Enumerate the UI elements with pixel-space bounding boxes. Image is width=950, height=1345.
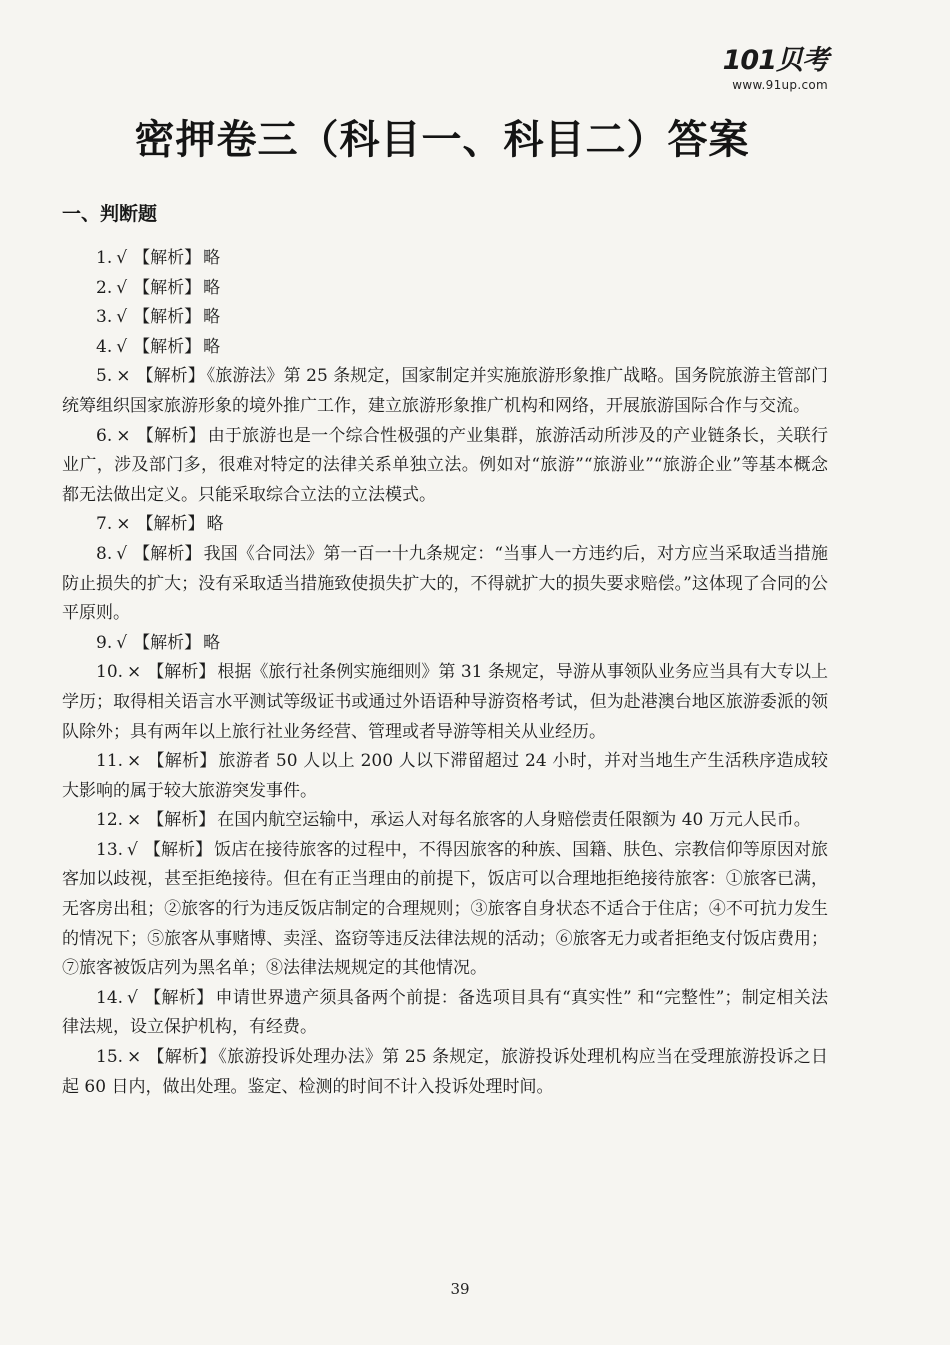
answer-number: 6. <box>96 425 113 446</box>
analysis-text: 略 <box>203 277 221 298</box>
logo-url: www.91up.com <box>732 78 828 92</box>
analysis-tag: 【解析】 <box>147 751 217 772</box>
answer-item <box>62 984 828 1043</box>
answer-item <box>62 422 828 511</box>
answer-mark: √ <box>127 839 138 860</box>
analysis-text: 略 <box>206 514 224 535</box>
answer-number: 14. <box>96 987 124 1008</box>
answer-mark: × <box>127 662 142 683</box>
answer-mark: √ <box>116 307 128 328</box>
answer-number: 15. <box>96 1047 124 1068</box>
analysis-tag: 【解析】 <box>147 662 216 683</box>
answer-item <box>62 806 828 836</box>
brand-logo <box>668 46 828 92</box>
answer-item <box>62 1043 828 1102</box>
answer-number: 11. <box>96 751 124 772</box>
analysis-text: 旅游者 50 人以上 200 人以下滞留超过 24 小时，并对当地生产生活秩序造成较大影响的属于较大旅游突发事件。 <box>62 751 829 801</box>
analysis-tag: 【解析】 <box>133 543 202 564</box>
analysis-tag: 【解析】 <box>147 810 216 831</box>
answer-number: 8. <box>96 543 113 564</box>
page-number: 39 <box>450 1280 470 1298</box>
answer-mark: × <box>127 810 142 831</box>
logo-text: 101贝考 <box>722 45 828 76</box>
answer-mark: × <box>116 366 131 387</box>
analysis-text: 根据《旅行社条例实施细则》第 31 条规定，导游从事领队业务应当具有大专以上学历；取得相关语言水平测试等级证书或通过外语语种导游资格考试，但为赴港澳台地区旅游委派的领队除外；具有两年以上旅行社业务经营、管理或者导游等相关从业经历。 <box>62 662 828 742</box>
answer-mark: √ <box>116 336 128 357</box>
analysis-tag: 【解析】 <box>133 248 202 268</box>
analysis-tag: 【解析】 <box>133 336 202 357</box>
answer-number: 12. <box>96 810 124 831</box>
answer-item <box>62 540 828 629</box>
analysis-text: 在国内航空运输中，承运人对每名旅客的人身赔偿责任限额为 40 万元人民币。 <box>217 810 811 831</box>
analysis-text: 略 <box>203 632 221 653</box>
answer-number: 9. <box>96 632 113 653</box>
analysis-text: 略 <box>203 336 221 357</box>
answer-mark: √ <box>116 248 128 268</box>
analysis-tag: 【解析】 <box>136 366 205 387</box>
analysis-text: 申请世界遗产须具备两个前提：备选项目具有“真实性” 和“完整性”；制定相关法律法规，设立保护机构，有经费。 <box>62 987 829 1038</box>
answer-item <box>62 244 828 274</box>
answer-number: 13. <box>96 839 124 860</box>
analysis-tag: 【解析】 <box>136 514 205 535</box>
answer-mark: √ <box>116 277 128 298</box>
answer-item <box>62 836 828 984</box>
analysis-text: 《旅游投诉处理办法》第 25 条规定，旅游投诉处理机构应当在受理旅游投诉之日起 60 日内，做出处理。鉴定、检测的时间不计入投诉处理时间。 <box>62 1047 828 1097</box>
answer-item <box>62 303 828 333</box>
page-title: 密押卷三（科目一、科目二）答案 <box>134 117 750 163</box>
analysis-tag: 【解析】 <box>133 632 202 653</box>
analysis-text: 《旅游法》第 25 条规定，国家制定并实施旅游形象推广战略。国务院旅游主管部门统筹组织国家旅游形象的境外推广工作，建立旅游形象推广机构和网络，开展旅游国际合作与交流。 <box>62 366 828 416</box>
answer-item <box>62 274 828 304</box>
analysis-text: 略 <box>203 248 221 268</box>
answer-number: 7. <box>96 514 113 535</box>
analysis-tag: 【解析】 <box>133 307 202 328</box>
answer-list <box>62 244 828 1102</box>
analysis-tag: 【解析】 <box>143 839 213 860</box>
analysis-tag: 【解析】 <box>147 1047 217 1068</box>
answer-number: 1. <box>96 248 113 268</box>
answer-number: 4. <box>96 336 113 357</box>
analysis-text: 我国《合同法》第一百一十九条规定：“当事人一方违约后，对方应当采取适当措施防止损失的扩大；没有采取适当措施致使损失扩大的，不得就扩大的损失要求赔偿。”这体现了合同的公平原则。 <box>62 543 828 624</box>
answer-item <box>62 658 828 747</box>
answer-mark: √ <box>116 632 128 653</box>
analysis-text: 由于旅游也是一个综合性极强的产业集群，旅游活动所涉及的产业链条长，关联行业广，涉及部门多，很难对特定的法律关系单独立法。例如对“旅游”“旅游业”“旅游企业”等基本概念都无法做出定义。只能采取综合立法的立法模式。 <box>62 425 829 505</box>
answer-item <box>62 333 828 363</box>
answer-mark: × <box>127 751 142 772</box>
answer-mark: √ <box>116 543 128 564</box>
answer-number: 3. <box>96 307 113 328</box>
analysis-text: 略 <box>203 307 221 328</box>
analysis-tag: 【解析】 <box>133 277 202 298</box>
answer-item <box>62 747 828 806</box>
section-heading: 一、判断题 <box>62 203 158 225</box>
answer-number: 5. <box>96 366 113 387</box>
answer-mark: × <box>116 514 131 535</box>
answer-number: 10. <box>96 662 124 683</box>
analysis-tag: 【解析】 <box>136 425 206 446</box>
answer-item <box>62 362 828 421</box>
analysis-text: 饭店在接待旅客的过程中，不得因旅客的种族、国籍、肤色、宗教信仰等原因对旅客加以歧视，甚至拒绝接待。但在有正当理由的前提下，饭店可以合理地拒绝接待旅客：①旅客已满，无客房出租；②旅客的行为违反饭店制定的合理规则；③旅客自身状态不适合于住店；④不可抗力发生的情况下；⑤旅客从事赌博、卖淫、盗窃等违反法律法规的活动；⑥旅客无力或者拒绝支付饭店费用；⑦旅客被饭店列为黑名单；⑧法律法规规定的其他情况。 <box>62 839 829 979</box>
answer-item <box>62 510 828 540</box>
answer-item <box>62 629 828 659</box>
answer-mark: √ <box>127 987 138 1008</box>
answer-mark: × <box>116 425 131 446</box>
answer-mark: × <box>127 1047 142 1068</box>
answer-number: 2. <box>96 277 113 298</box>
analysis-tag: 【解析】 <box>143 987 214 1008</box>
